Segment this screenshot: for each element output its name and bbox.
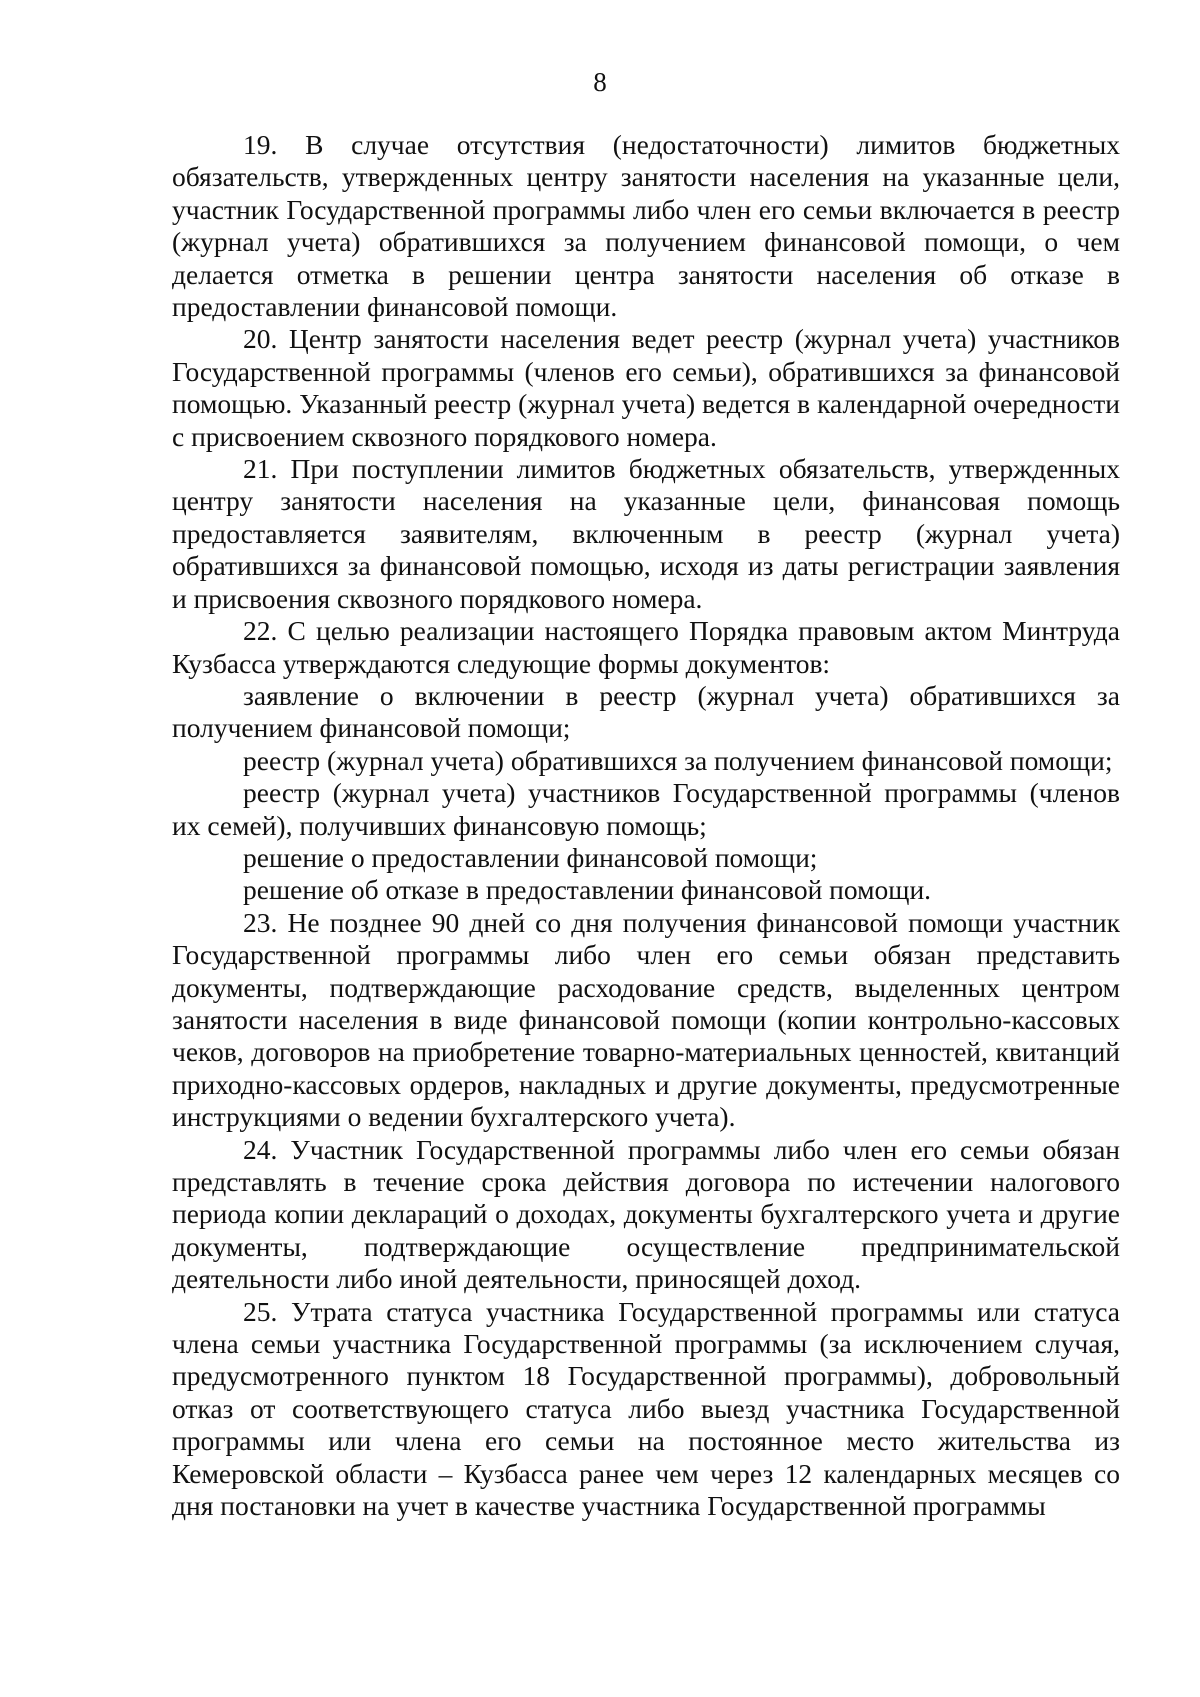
form-list-item: реестр (журнал учета) участников Государственной программы (членов их семей), получивших финансовую помощь;: [172, 777, 1120, 841]
paragraph-19: 19. В случае отсутствия (недостаточности) лимитов бюджетных обязательств, утвержденных центру занятости населения на указанные цели, участник Государственной программы либо член его семьи включается в реестр (журнал учета) обратившихся за получением финансовой помощи, о чем делается отметка в решении центра занятости населения об отказе в предоставлении финансовой помощи.: [172, 129, 1120, 323]
form-list-item: решение об отказе в предоставлении финансовой помощи.: [243, 874, 932, 906]
paragraph-20: 20. Центр занятости населения ведет реестр (журнал учета) участников Государственной программы (членов его семьи), обратившихся за финансовой помощью. Указанный реестр (журнал учета) ведется в календарной очередности с присвоением сквозного порядкового номера.: [172, 323, 1120, 452]
page-number: 8: [593, 67, 607, 97]
document-body: [172, 129, 1120, 1522]
paragraph-23: 23. Не позднее 90 дней со дня получения финансовой помощи участник Государственной программы либо член его семьи обязан представить документы, подтверждающие расходование средств, выделенных центром занятости населения в виде финансовой помощи (копии контрольно-кассовых чеков, договоров на приобретение товарно-материальных ценностей, квитанций приходно-кассовых ордеров, накладных и другие документы, предусмотренные инструкциями о ведении бухгалтерского учета).: [172, 906, 1120, 1133]
paragraph-25: 25. Утрата статуса участника Государственной программы или статуса члена семьи участника Государственной программы (за исключением случая, предусмотренного пунктом 18 Государственной программы), добровольный отказ от соответствующего статуса либо выезд участника Государственной программы или члена его семьи на постоянное место жительства из Кемеровской области – Кузбасса ранее чем через 12 календарных месяцев со дня постановки на учет в качестве участника Государственной программы: [172, 1295, 1120, 1522]
paragraph-24: 24. Участник Государственной программы либо член его семьи обязан представлять в течение срока действия договора по истечении налогового периода копии деклараций о доходах, документы бухгалтерского учета и другие документы, подтверждающие осуществление предпринимательской деятельности либо иной деятельности, приносящей доход.: [172, 1133, 1120, 1295]
paragraph-22: 22. С целью реализации настоящего Порядка правовым актом Минтруда Кузбасса утверждаются следующие формы документов:: [172, 615, 1120, 679]
paragraph-21: 21. При поступлении лимитов бюджетных обязательств, утвержденных центру занятости населения на указанные цели, финансовая помощь предоставляется заявителям, включенным в реестр (журнал учета) обратившихся за финансовой помощью, исходя из даты регистрации заявления и присвоения сквозного порядкового номера.: [172, 453, 1120, 614]
form-list-item: заявление о включении в реестр (журнал учета) обратившихся за получением финансовой помощи;: [172, 679, 1120, 744]
form-list-item: решение о предоставлении финансовой помощи;: [243, 841, 818, 873]
form-list-item: реестр (журнал учета) обратившихся за получением финансовой помощи;: [243, 744, 1113, 776]
